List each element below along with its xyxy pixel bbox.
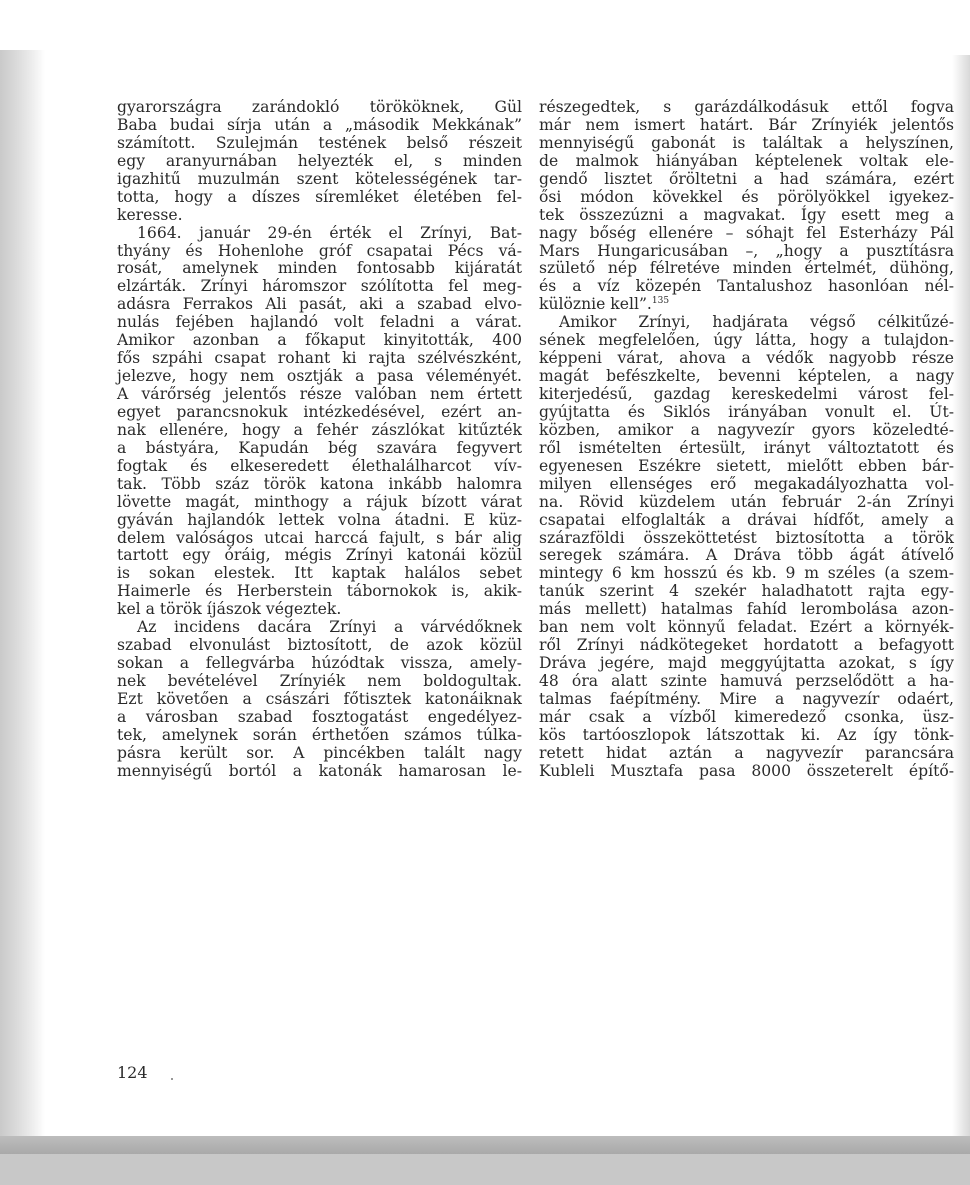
text-line (539, 440, 954, 458)
text-line (117, 745, 522, 763)
text-line-content: Kubleli Musztafa pasa 8000 összeterelt építő- (539, 761, 954, 780)
text-line-content: gyáván hajlandók lettek volna átadni. E küz- (117, 510, 522, 529)
text-line (117, 619, 522, 637)
text-line-content: nulás fejében hajlandó volt feladni a várat. (117, 313, 522, 332)
text-line (539, 655, 954, 673)
text-line-content: részegedtek, s garázdálkodásuk ettől fogva (539, 98, 954, 116)
text-line (117, 637, 522, 655)
text-line (117, 547, 522, 565)
text-line-content: milyen ellenséges erő megakadályozhatta vol- (539, 474, 954, 493)
text-line (539, 350, 954, 368)
text-line-content: születő nép félretéve minden értelmét, dühöng, (539, 259, 954, 278)
text-line-content: számított. Szulejmán testének belső részeit (117, 133, 522, 152)
text-column-left (117, 99, 522, 781)
text-line (539, 547, 954, 565)
text-line-content: Baba budai sírja után a „második Mekkának” (117, 115, 522, 134)
text-line-content: Dráva jegére, majd meggyújtatta azokat, s így (539, 654, 954, 673)
text-line (539, 673, 954, 691)
text-line (117, 225, 522, 243)
text-line (117, 386, 522, 404)
text-line (539, 565, 954, 583)
text-line-content: egyenesen Eszékre sietett, mielőtt ebben bár- (539, 456, 954, 475)
text-line-content: 1664. január 29-én érték el Zrínyi, Bat- (137, 223, 522, 242)
text-line (117, 296, 522, 314)
text-line-content: keresse. (117, 205, 183, 224)
text-line-content: nak ellenére, hogy a fehér zászlókat kitűzték (117, 420, 522, 439)
text-line-content: seregek számára. A Dráva több ágát átívelő (539, 546, 954, 565)
text-line-content: tek, amelynek során érthetően számos túlka- (117, 725, 522, 744)
text-line-content: Az incidens dacára Zrínyi a várvédőknek (137, 618, 522, 637)
text-column-right (539, 99, 954, 781)
text-line-content: külöznie kell”. (539, 295, 652, 314)
text-line (539, 207, 954, 225)
text-line (117, 458, 522, 476)
text-line-content: képpeni várat, ahova a védők nagyobb része (539, 349, 954, 368)
text-line (539, 243, 954, 261)
text-line-content: thyány és Hohenlohe gróf csapatai Pécs vá- (117, 241, 522, 260)
text-line (539, 117, 954, 135)
text-line-content: na. Rövid küzdelem után február 2-án Zrínyi (539, 492, 954, 511)
text-line-content: ősi módon kövekkel és pörölyökkel igyekez- (539, 187, 954, 206)
text-line-content: tartott egy óráig, mégis Zrínyi katonái közül (117, 546, 522, 565)
text-line-content: ről ismételten értesült, irányt változtatott és (539, 438, 954, 457)
text-line (539, 458, 954, 476)
text-line (117, 727, 522, 745)
text-line (117, 243, 522, 261)
text-line-content: gendő lisztet őröltetni a had számára, ezért (539, 169, 954, 188)
text-line (117, 512, 522, 530)
text-line-content: mintegy 6 km hosszú és kb. 9 m széles (a szem- (539, 564, 954, 583)
text-line-content: gyarországra zarándokló törököknek, Gül (117, 98, 522, 116)
text-line (117, 494, 522, 512)
text-line-content: magát befészkelte, bevenni képtelen, a nagy (539, 367, 954, 386)
text-line (117, 530, 522, 548)
text-line (539, 278, 954, 296)
text-line (539, 260, 954, 278)
text-line (117, 565, 522, 583)
text-line (117, 763, 522, 781)
text-line (539, 745, 954, 763)
text-line (117, 135, 522, 153)
text-line-content: igazhitű muzulmán szent kötelességének tar- (117, 169, 522, 188)
text-line (117, 655, 522, 673)
text-line-content: és a víz közepén Tantalushoz hasonlóan nél- (539, 277, 954, 296)
text-line-content: Amikor Zrínyi, hadjárata végső célkitűzé- (559, 313, 954, 332)
scan-background (0, 1154, 970, 1185)
text-line-content: már csak a vízből kimeredező csonka, üsz- (539, 707, 954, 726)
text-line-content: ban nem volt könnyű feladat. Ezért a környék- (539, 618, 954, 637)
text-line (117, 314, 522, 332)
binding-shadow-left (0, 50, 45, 1145)
text-line-content: nagy bőség ellenére – sóhajt fel Esterházy Pál (539, 223, 954, 242)
text-line-content: egyet parancsnokuk intézkedésével, ezért an- (117, 402, 522, 421)
text-line (539, 332, 954, 350)
text-line-content: ről Zrínyi nádkötegeket hordatott a befagyott (539, 636, 954, 655)
text-line (539, 583, 954, 601)
page-bottom-edge (0, 1136, 970, 1154)
text-line-content: tek összezúzni a magvakat. Így esett meg a (539, 205, 954, 224)
text-line-content: nek bevételével Zrínyiék nem boldogultak. (117, 672, 522, 690)
text-line (117, 171, 522, 189)
text-line (539, 601, 954, 619)
text-line (539, 637, 954, 655)
text-line-content: gyújtatta és Siklós irányában vonult el. Út- (539, 402, 954, 421)
page-edge-shadow-right (952, 55, 970, 1145)
text-line (117, 440, 522, 458)
text-line-content: mennyiségű bortól a katonák hamarosan le- (117, 761, 522, 780)
text-line-content: Mars Hungaricusában –, „hogy a pusztításra (539, 241, 954, 260)
text-line (117, 189, 522, 207)
text-line-content: Ezt követően a császári főtisztek katonáiknak (117, 689, 522, 708)
text-line-content: tak. Több száz török katona inkább halomra (117, 474, 522, 493)
text-line (117, 709, 522, 727)
text-line-content: a bástyára, Kapudán bég szavára fegyvert (117, 438, 522, 457)
text-line (117, 278, 522, 296)
text-line (539, 189, 954, 207)
text-line-content: egy aranyurnában helyezték el, s minden (117, 151, 522, 170)
page-number: 124 (117, 1063, 148, 1082)
text-line (539, 135, 954, 153)
text-line (117, 476, 522, 494)
text-line-content: talmas faépítmény. Mire a nagyvezír odaért, (539, 689, 954, 708)
text-line (539, 709, 954, 727)
text-line-content: tanúk szerint 4 szekér haladhatott rajta egy- (539, 582, 954, 601)
text-line-content: sokan a fellegvárba húzódtak vissza, amely- (117, 654, 522, 673)
text-line (117, 691, 522, 709)
text-line-content: totta, hogy a díszes síremléket életében fel- (117, 187, 522, 206)
text-line (117, 332, 522, 350)
text-line (539, 404, 954, 422)
text-line (539, 171, 954, 189)
text-line (539, 512, 954, 530)
text-line-content: pásra került sor. A pincékben talált nagy (117, 743, 522, 762)
text-line-content: csapatai elfoglalták a drávai hídfőt, amely a (539, 510, 954, 529)
footnote-reference: 135 (651, 296, 670, 307)
text-line (117, 601, 522, 619)
text-line (539, 314, 954, 332)
text-line-content: lövette magát, minthogy a rájuk bízott várat (117, 492, 522, 511)
text-line-content: fős szpáhi csapat rohant ki rajta szélvészként, (117, 349, 522, 368)
text-line-content: fogtak és elkeseredett élethalálharcot vív- (117, 456, 522, 475)
text-line-content: retett hidat aztán a nagyvezír parancsára (539, 743, 954, 762)
text-line-content: A várőrség jelentős része valóban nem értett (117, 385, 522, 403)
text-line (539, 153, 954, 171)
print-speck (171, 1078, 173, 1080)
text-line-content: adásra Ferrakos Ali pasát, aki a szabad elvo- (117, 295, 522, 314)
text-line-content: szabad elvonulást biztosított, de azok közül (117, 636, 522, 655)
text-line-content: is sokan elestek. Itt kaptak halálos sebet (117, 564, 522, 583)
text-line (539, 763, 954, 781)
text-line (539, 530, 954, 548)
text-line (539, 368, 954, 386)
text-line (539, 727, 954, 745)
text-line-content: kel a török íjászok végeztek. (117, 600, 342, 619)
text-line (117, 673, 522, 691)
text-line-content: sének megfelelően, úgy látta, hogy a tulajdon- (539, 331, 954, 350)
text-line (117, 422, 522, 440)
text-line (539, 99, 954, 117)
text-line (117, 207, 522, 225)
text-line-content: kiterjedésű, gazdag kereskedelmi várost fel- (539, 385, 954, 403)
text-line-content: rosát, amelynek minden fontosabb kijáratát (117, 259, 522, 278)
text-line-content: Amikor azonban a főkaput kinyitották, 400 (117, 331, 522, 350)
text-line (117, 583, 522, 601)
text-line (539, 296, 954, 314)
text-line (539, 386, 954, 404)
text-line-content: már nem ismert határt. Bár Zrínyiék jelentős (539, 115, 954, 134)
text-line (117, 260, 522, 278)
text-line-content: Haimerle és Herberstein tábornokok is, akik- (117, 582, 522, 601)
text-line-content: de malmok hiányában képtelenek voltak ele- (539, 151, 954, 170)
text-line (539, 225, 954, 243)
text-line (539, 476, 954, 494)
text-line-content: mennyiségű gabonát is találtak a helyszínen, (539, 133, 954, 152)
text-line (539, 619, 954, 637)
text-line (117, 117, 522, 135)
text-line-content: a városban szabad fosztogatást engedélyez- (117, 707, 522, 726)
text-line (539, 422, 954, 440)
text-line (117, 153, 522, 171)
text-line-content: 48 óra alatt szinte hamuvá perzselődött a ha- (539, 672, 954, 690)
text-line-content: elzárták. Zrínyi háromszor szólította fel meg- (117, 277, 522, 296)
text-line-content: szárazföldi összeköttetést biztosította a török (539, 528, 954, 547)
text-line-content: közben, amikor a nagyvezír gyors közeledté- (539, 420, 954, 439)
text-line-content: más mellett) hatalmas fahíd lerombolása azon- (539, 600, 954, 619)
text-line (117, 99, 522, 117)
text-line (539, 494, 954, 512)
text-line-content: delem valóságos utcai harccá fajult, s bár alig (117, 528, 522, 547)
text-line-content: jelezve, hogy nem osztják a pasa véleményét. (117, 367, 522, 386)
text-line (539, 691, 954, 709)
text-line (117, 404, 522, 422)
text-line (117, 350, 522, 368)
text-line (117, 368, 522, 386)
text-line-content: kös tartóoszlopok látszottak ki. Az így tönk- (539, 725, 954, 744)
